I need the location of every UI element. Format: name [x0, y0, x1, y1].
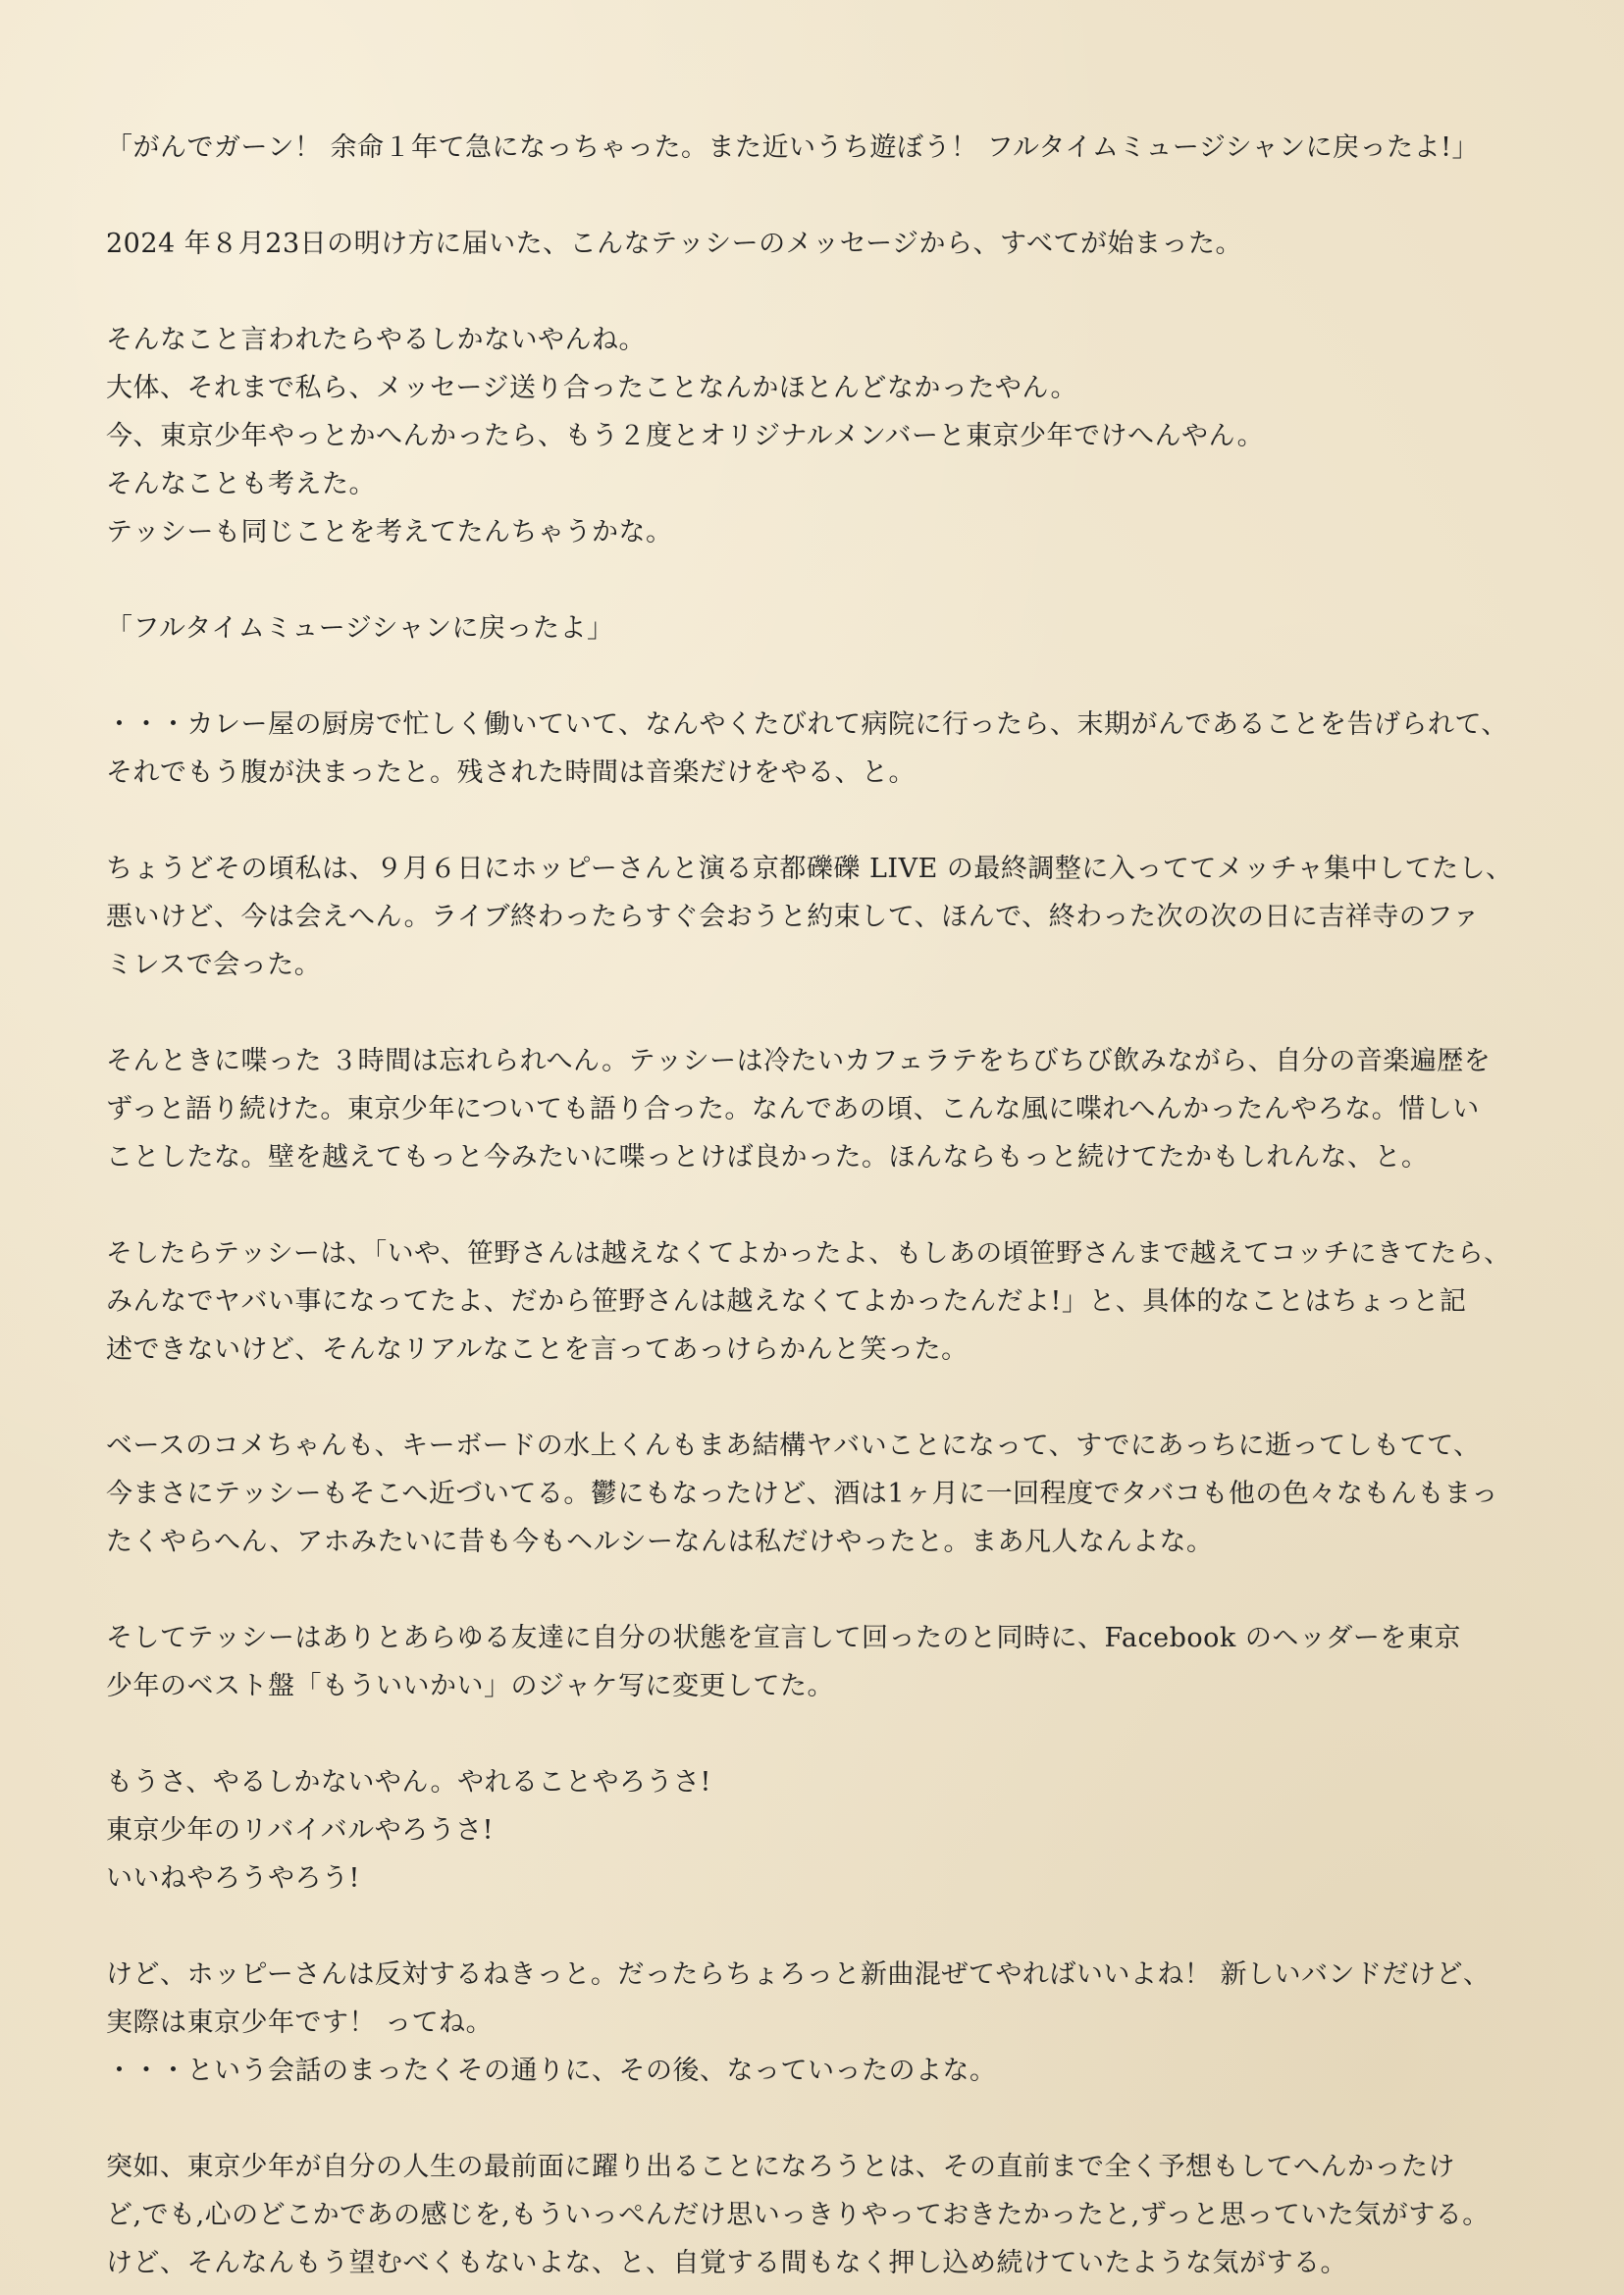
paragraph-11 — [106, 1758, 1518, 1903]
text-line: けど、そんなんもう望むべくもないよな、と、自覚する間もなく押し込め続けていたような気がする。 — [106, 2248, 1347, 2278]
paragraph-8 — [106, 1229, 1518, 1374]
paragraph-6 — [106, 845, 1518, 989]
text-line: けど、ホッピーさんは反対するねきっと。だったらちょろっと新曲混ぜてやればいいよね！ 新しいバンドだけど、 — [106, 1959, 1491, 1990]
text-line: 少年のベスト盤「もういいかい」のジャケ写に変更してた。 — [106, 1671, 834, 1701]
text-line: ど,でも,心のどこかであの感じを,もういっぺんだけ思いっきりやっておきたかったと,ずっと思っていた気がする。 — [106, 2200, 1490, 2230]
text-line: いいねやろうやろう! — [106, 1863, 360, 1894]
text-line: そしてテッシーはありとあらゆる友達に自分の状態を宣言して回ったのと同時に、Facebook のヘッダーを東京 — [106, 1623, 1461, 1653]
text-line: 今、東京少年やっとかへんかったら、もう２度とオリジナルメンバーと東京少年でけへんやん。 — [106, 421, 1265, 451]
text-line: 大体、それまで私ら、メッセージ送り合ったことなんかほとんどなかったやん。 — [106, 373, 1077, 403]
text-line: ・・・カレー屋の厨房で忙しく働いていて、なんやくたびれて病院に行ったら、末期がんであることを告げられて、 — [106, 709, 1508, 740]
text-line: そんなこと言われたらやるしかないやんね。 — [106, 325, 646, 355]
text-line: ・・・という会話のまったくその通りに、その後、なっていったのよな。 — [106, 2056, 997, 2086]
text-line: 悪いけど、今は会えへん。ライブ終わったらすぐ会おうと約束して、ほんで、終わった次の次の日に吉祥寺のファ — [106, 902, 1480, 932]
paragraph-13 — [106, 2143, 1518, 2287]
text-line: 「がんでガーン！ 余命１年て急になっちゃった。また近いうち遊ぼう！ フルタイムミュージシャンに戻ったよ!」 — [106, 132, 1479, 163]
text-line: ちょうどその頃私は、９月６日にホッピーさんと演る京都礫礫 LIVE の最終調整に入っててメッチャ集中してたし、 — [106, 854, 1513, 884]
paragraph-5 — [106, 701, 1518, 797]
paragraph-1 — [106, 124, 1518, 172]
paragraph-9 — [106, 1422, 1518, 1566]
text-line: もうさ、やるしかないやん。やれることやろうさ! — [106, 1767, 711, 1798]
text-line: ことしたな。壁を越えてもっと今みたいに喋っとけば良かった。ほんならもっと続けてたかもしれんな、と。 — [106, 1142, 1429, 1173]
paragraph-2 — [106, 220, 1518, 268]
paragraph-4 — [106, 604, 1518, 652]
text-line: そんなことも考えた。 — [106, 469, 376, 499]
text-line: 述できないけど、そんなリアルなことを言ってあっけらかんと笑った。 — [106, 1334, 969, 1365]
text-line: たくやらへん、アホみたいに昔も今もヘルシーなんは私だけやったと。まあ凡人なんよな。 — [106, 1527, 1214, 1557]
text-line: 実際は東京少年です！ ってね。 — [106, 2008, 494, 2038]
text-line: そんときに喋った ３時間は忘れられへん。テッシーは冷たいカフェラテをちびちび飲みながら、自分の音楽遍歴を — [106, 1046, 1492, 1076]
text-line: 今まさにテッシーもそこへ近づいてる。鬱にもなったけど、酒は1ヶ月に一回程度でタバコも他の色々なもんもまっ — [106, 1479, 1498, 1509]
paragraph-12 — [106, 1951, 1518, 2095]
paragraph-3 — [106, 316, 1518, 556]
paragraph-7 — [106, 1037, 1518, 1181]
text-line: ずっと語り続けた。東京少年についても語り合った。なんであの頃、こんな風に喋れへんかったんやろな。惜しい — [106, 1094, 1480, 1124]
text-line: 2024 年８月23日の明け方に届いた、こんなテッシーのメッセージから、すべてが始まった。 — [106, 229, 1242, 259]
text-line: それでもう腹が決まったと。残された時間は音楽だけをやる、と。 — [106, 757, 916, 788]
text-line: そしたらテッシーは、「いや、笹野さんは越えなくてよかったよ、もしあの頃笹野さんまで越えてコッチにきてたら、 — [106, 1238, 1511, 1269]
text-line: 突如、東京少年が自分の人生の最前面に躍り出ることになろうとは、その直前まで全く予想もしてへんかったけ — [106, 2152, 1455, 2182]
text-line: 「フルタイムミュージシャンに戻ったよ」 — [106, 613, 614, 644]
paragraph-10 — [106, 1614, 1518, 1710]
text-line: ミレスで会った。 — [106, 950, 322, 980]
text-line: テッシーも同じことを考えてたんちゃうかな。 — [106, 517, 673, 548]
text-line: 東京少年のリバイバルやろうさ! — [106, 1815, 494, 1846]
text-line: ベースのコメちゃんも、キーボードの水上くんもまあ結構ヤバいことになって、すでにあっちに逝ってしもてて、 — [106, 1431, 1481, 1461]
text-line: みんなでヤバい事になってたよ、だから笹野さんは越えなくてよかったんだよ!」と、具体的なことはちょっと記 — [106, 1286, 1467, 1317]
